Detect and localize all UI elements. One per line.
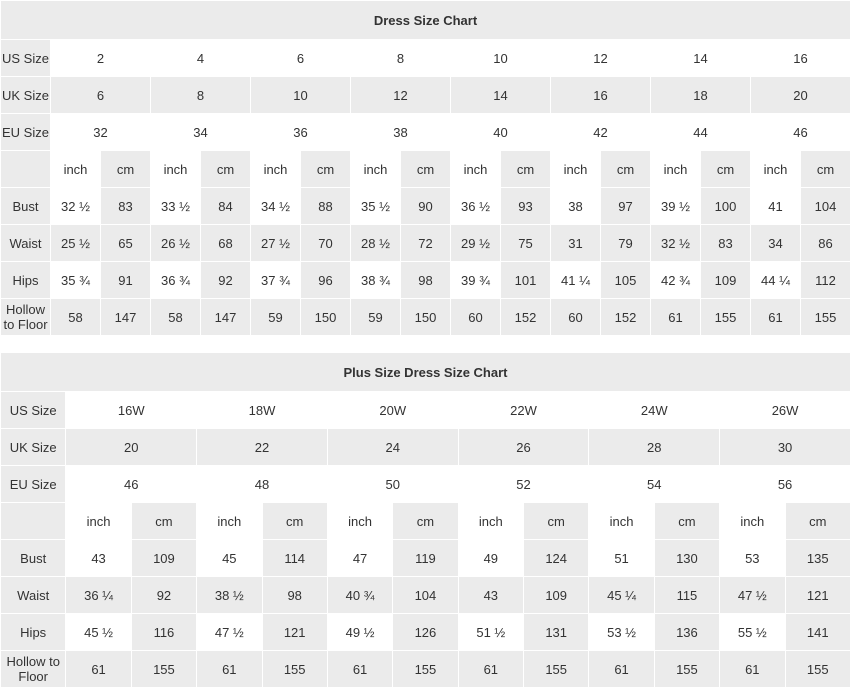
table-cell: 10: [251, 77, 351, 114]
table-cell: 112: [801, 262, 851, 299]
table-cell: 50: [327, 466, 458, 503]
table-cell: 88: [301, 188, 351, 225]
table-cell: 16: [551, 77, 651, 114]
table-row: [1, 262, 851, 299]
row-header: US Size: [1, 40, 51, 77]
table-cell: 44 ¼: [751, 262, 801, 299]
table-cell: 24: [327, 429, 458, 466]
table-cell: 131: [524, 614, 589, 651]
table-row: [1, 503, 851, 540]
table-cell: inch: [720, 503, 785, 540]
table-cell: 43: [66, 540, 131, 577]
table-cell: 34 ½: [251, 188, 301, 225]
table-cell: 26 ½: [151, 225, 201, 262]
table-cell: 59: [251, 299, 301, 336]
table-cell: 90: [401, 188, 451, 225]
table-cell: 53: [720, 540, 785, 577]
table-cell: 14: [651, 40, 751, 77]
table-cell: 27 ½: [251, 225, 301, 262]
table-row: [1, 77, 851, 114]
table-cell: 155: [524, 651, 589, 688]
table-cell: 141: [785, 614, 851, 651]
table-cell: cm: [201, 151, 251, 188]
table-row: [1, 188, 851, 225]
table-cell: 79: [601, 225, 651, 262]
table-cell: 124: [524, 540, 589, 577]
table-cell: 86: [801, 225, 851, 262]
table-row: [1, 151, 851, 188]
table-cell: 152: [501, 299, 551, 336]
table-cell: 26W: [720, 392, 851, 429]
table-cell: 59: [351, 299, 401, 336]
table-cell: 58: [51, 299, 101, 336]
table-cell: 51: [589, 540, 654, 577]
table-cell: 97: [601, 188, 651, 225]
table-cell: 18W: [197, 392, 328, 429]
table-cell: 130: [654, 540, 719, 577]
table-cell: inch: [66, 503, 131, 540]
row-header: Hollow to Floor: [1, 651, 66, 688]
table-cell: cm: [301, 151, 351, 188]
table-cell: 16W: [66, 392, 197, 429]
table-cell: 61: [458, 651, 523, 688]
table-cell: 65: [101, 225, 151, 262]
table-cell: cm: [501, 151, 551, 188]
table-cell: 32 ½: [651, 225, 701, 262]
table-cell: inch: [327, 503, 392, 540]
table-cell: 96: [301, 262, 351, 299]
table-cell: 20: [66, 429, 197, 466]
table-cell: 135: [785, 540, 851, 577]
table-cell: 155: [262, 651, 327, 688]
table-cell: 45 ¼: [589, 577, 654, 614]
row-header: [1, 503, 66, 540]
table-cell: cm: [101, 151, 151, 188]
table-cell: 39 ¾: [451, 262, 501, 299]
size-chart-table: [0, 352, 851, 688]
table-cell: 4: [151, 40, 251, 77]
table-cell: 28 ½: [351, 225, 401, 262]
table-cell: 91: [101, 262, 151, 299]
table-cell: 100: [701, 188, 751, 225]
table-cell: 41: [751, 188, 801, 225]
table-cell: 6: [51, 77, 151, 114]
table-row: [1, 429, 851, 466]
table-cell: 60: [451, 299, 501, 336]
table-cell: 25 ½: [51, 225, 101, 262]
table-cell: 12: [551, 40, 651, 77]
table-cell: 16: [751, 40, 851, 77]
table-cell: inch: [551, 151, 601, 188]
table-row: [1, 540, 851, 577]
table-cell: 109: [701, 262, 751, 299]
row-header: [1, 151, 51, 188]
table-cell: 32 ½: [51, 188, 101, 225]
table-row: [1, 114, 851, 151]
table-cell: 61: [720, 651, 785, 688]
table-cell: 49 ½: [327, 614, 392, 651]
table-cell: 47: [327, 540, 392, 577]
table-cell: 40 ¾: [327, 577, 392, 614]
table-cell: 54: [589, 466, 720, 503]
table-cell: 60: [551, 299, 601, 336]
table-cell: 40: [451, 114, 551, 151]
table-cell: 55 ½: [720, 614, 785, 651]
table-cell: 70: [301, 225, 351, 262]
table-cell: 20: [751, 77, 851, 114]
table-cell: 30: [720, 429, 851, 466]
size-chart-block: [0, 352, 851, 688]
table-cell: 45: [197, 540, 262, 577]
table-row: [1, 1, 851, 40]
table-row: [1, 299, 851, 336]
table-cell: 109: [524, 577, 589, 614]
table-cell: 22W: [458, 392, 589, 429]
table-row: [1, 466, 851, 503]
table-cell: 114: [262, 540, 327, 577]
table-cell: inch: [589, 503, 654, 540]
table-cell: 31: [551, 225, 601, 262]
table-cell: 147: [101, 299, 151, 336]
table-cell: 72: [401, 225, 451, 262]
table-cell: 155: [393, 651, 458, 688]
table-cell: 61: [589, 651, 654, 688]
table-cell: 53 ½: [589, 614, 654, 651]
table-cell: 36 ½: [451, 188, 501, 225]
table-cell: inch: [751, 151, 801, 188]
table-cell: 38: [551, 188, 601, 225]
table-cell: 150: [401, 299, 451, 336]
table-cell: 155: [131, 651, 196, 688]
table-cell: inch: [651, 151, 701, 188]
table-cell: 61: [197, 651, 262, 688]
table-cell: inch: [451, 151, 501, 188]
table-cell: 104: [393, 577, 458, 614]
table-cell: 109: [131, 540, 196, 577]
table-cell: cm: [401, 151, 451, 188]
table-cell: 8: [351, 40, 451, 77]
table-cell: 12: [351, 77, 451, 114]
table-cell: 121: [262, 614, 327, 651]
row-header: Hollow to Floor: [1, 299, 51, 336]
table-cell: 39 ½: [651, 188, 701, 225]
table-cell: 32: [51, 114, 151, 151]
table-cell: 36 ¼: [66, 577, 131, 614]
table-cell: 56: [720, 466, 851, 503]
table-cell: 116: [131, 614, 196, 651]
table-cell: 26: [458, 429, 589, 466]
table-cell: 48: [197, 466, 328, 503]
table-cell: 36 ¾: [151, 262, 201, 299]
table-cell: cm: [601, 151, 651, 188]
row-header: US Size: [1, 392, 66, 429]
table-cell: cm: [785, 503, 851, 540]
table-cell: 2: [51, 40, 151, 77]
table-cell: 93: [501, 188, 551, 225]
table-cell: 38: [351, 114, 451, 151]
table-cell: 147: [201, 299, 251, 336]
table-cell: 47 ½: [720, 577, 785, 614]
table-cell: 35 ¾: [51, 262, 101, 299]
table-cell: 44: [651, 114, 751, 151]
table-cell: 61: [751, 299, 801, 336]
table-cell: 155: [801, 299, 851, 336]
table-cell: 51 ½: [458, 614, 523, 651]
table-cell: 42: [551, 114, 651, 151]
table-cell: 92: [131, 577, 196, 614]
table-cell: 46: [66, 466, 197, 503]
table-cell: 126: [393, 614, 458, 651]
table-cell: 52: [458, 466, 589, 503]
table-cell: 42 ¾: [651, 262, 701, 299]
table-cell: 28: [589, 429, 720, 466]
table-cell: 155: [701, 299, 751, 336]
table-cell: cm: [701, 151, 751, 188]
row-header: EU Size: [1, 114, 51, 151]
table-cell: 98: [401, 262, 451, 299]
table-row: [1, 353, 851, 392]
table-cell: cm: [262, 503, 327, 540]
table-cell: 150: [301, 299, 351, 336]
table-cell: 119: [393, 540, 458, 577]
table-cell: 61: [66, 651, 131, 688]
table-cell: inch: [251, 151, 301, 188]
table-cell: 49: [458, 540, 523, 577]
table-row: [1, 577, 851, 614]
row-header: Bust: [1, 540, 66, 577]
table-cell: 34: [751, 225, 801, 262]
table-cell: 115: [654, 577, 719, 614]
row-header: Bust: [1, 188, 51, 225]
table-cell: 14: [451, 77, 551, 114]
chart-title: Plus Size Dress Size Chart: [1, 353, 851, 392]
table-cell: 68: [201, 225, 251, 262]
table-cell: 36: [251, 114, 351, 151]
table-cell: 104: [801, 188, 851, 225]
table-cell: 92: [201, 262, 251, 299]
table-cell: 46: [751, 114, 851, 151]
table-cell: 45 ½: [66, 614, 131, 651]
table-cell: inch: [197, 503, 262, 540]
table-row: [1, 40, 851, 77]
table-cell: 83: [701, 225, 751, 262]
row-header: Hips: [1, 262, 51, 299]
table-cell: cm: [393, 503, 458, 540]
table-cell: 84: [201, 188, 251, 225]
table-cell: 38 ¾: [351, 262, 401, 299]
table-cell: 136: [654, 614, 719, 651]
table-cell: cm: [131, 503, 196, 540]
table-cell: 61: [651, 299, 701, 336]
chart-title: Dress Size Chart: [1, 1, 851, 40]
table-row: [1, 614, 851, 651]
table-cell: 18: [651, 77, 751, 114]
table-cell: 38 ½: [197, 577, 262, 614]
table-cell: cm: [801, 151, 851, 188]
table-cell: 24W: [589, 392, 720, 429]
table-cell: 41 ¼: [551, 262, 601, 299]
table-cell: 152: [601, 299, 651, 336]
table-cell: 61: [327, 651, 392, 688]
table-cell: inch: [151, 151, 201, 188]
table-cell: 83: [101, 188, 151, 225]
table-cell: 155: [785, 651, 851, 688]
table-cell: 101: [501, 262, 551, 299]
table-cell: 121: [785, 577, 851, 614]
table-row: [1, 225, 851, 262]
table-cell: 8: [151, 77, 251, 114]
table-row: [1, 392, 851, 429]
table-cell: 20W: [327, 392, 458, 429]
size-chart-table: [0, 0, 851, 336]
table-cell: 29 ½: [451, 225, 501, 262]
table-cell: 33 ½: [151, 188, 201, 225]
table-cell: 43: [458, 577, 523, 614]
table-cell: 98: [262, 577, 327, 614]
table-cell: 155: [654, 651, 719, 688]
table-cell: 35 ½: [351, 188, 401, 225]
row-header: EU Size: [1, 466, 66, 503]
table-cell: inch: [351, 151, 401, 188]
table-cell: 6: [251, 40, 351, 77]
chart-separator: [0, 336, 851, 352]
table-cell: 37 ¾: [251, 262, 301, 299]
table-cell: 34: [151, 114, 251, 151]
row-header: Waist: [1, 225, 51, 262]
table-cell: 47 ½: [197, 614, 262, 651]
row-header: UK Size: [1, 429, 66, 466]
table-cell: 75: [501, 225, 551, 262]
row-header: UK Size: [1, 77, 51, 114]
row-header: Hips: [1, 614, 66, 651]
table-cell: 22: [197, 429, 328, 466]
table-cell: 10: [451, 40, 551, 77]
table-cell: 58: [151, 299, 201, 336]
row-header: Waist: [1, 577, 66, 614]
table-cell: cm: [524, 503, 589, 540]
table-cell: 105: [601, 262, 651, 299]
table-cell: inch: [51, 151, 101, 188]
table-cell: inch: [458, 503, 523, 540]
table-cell: cm: [654, 503, 719, 540]
size-chart-block: [0, 0, 851, 336]
